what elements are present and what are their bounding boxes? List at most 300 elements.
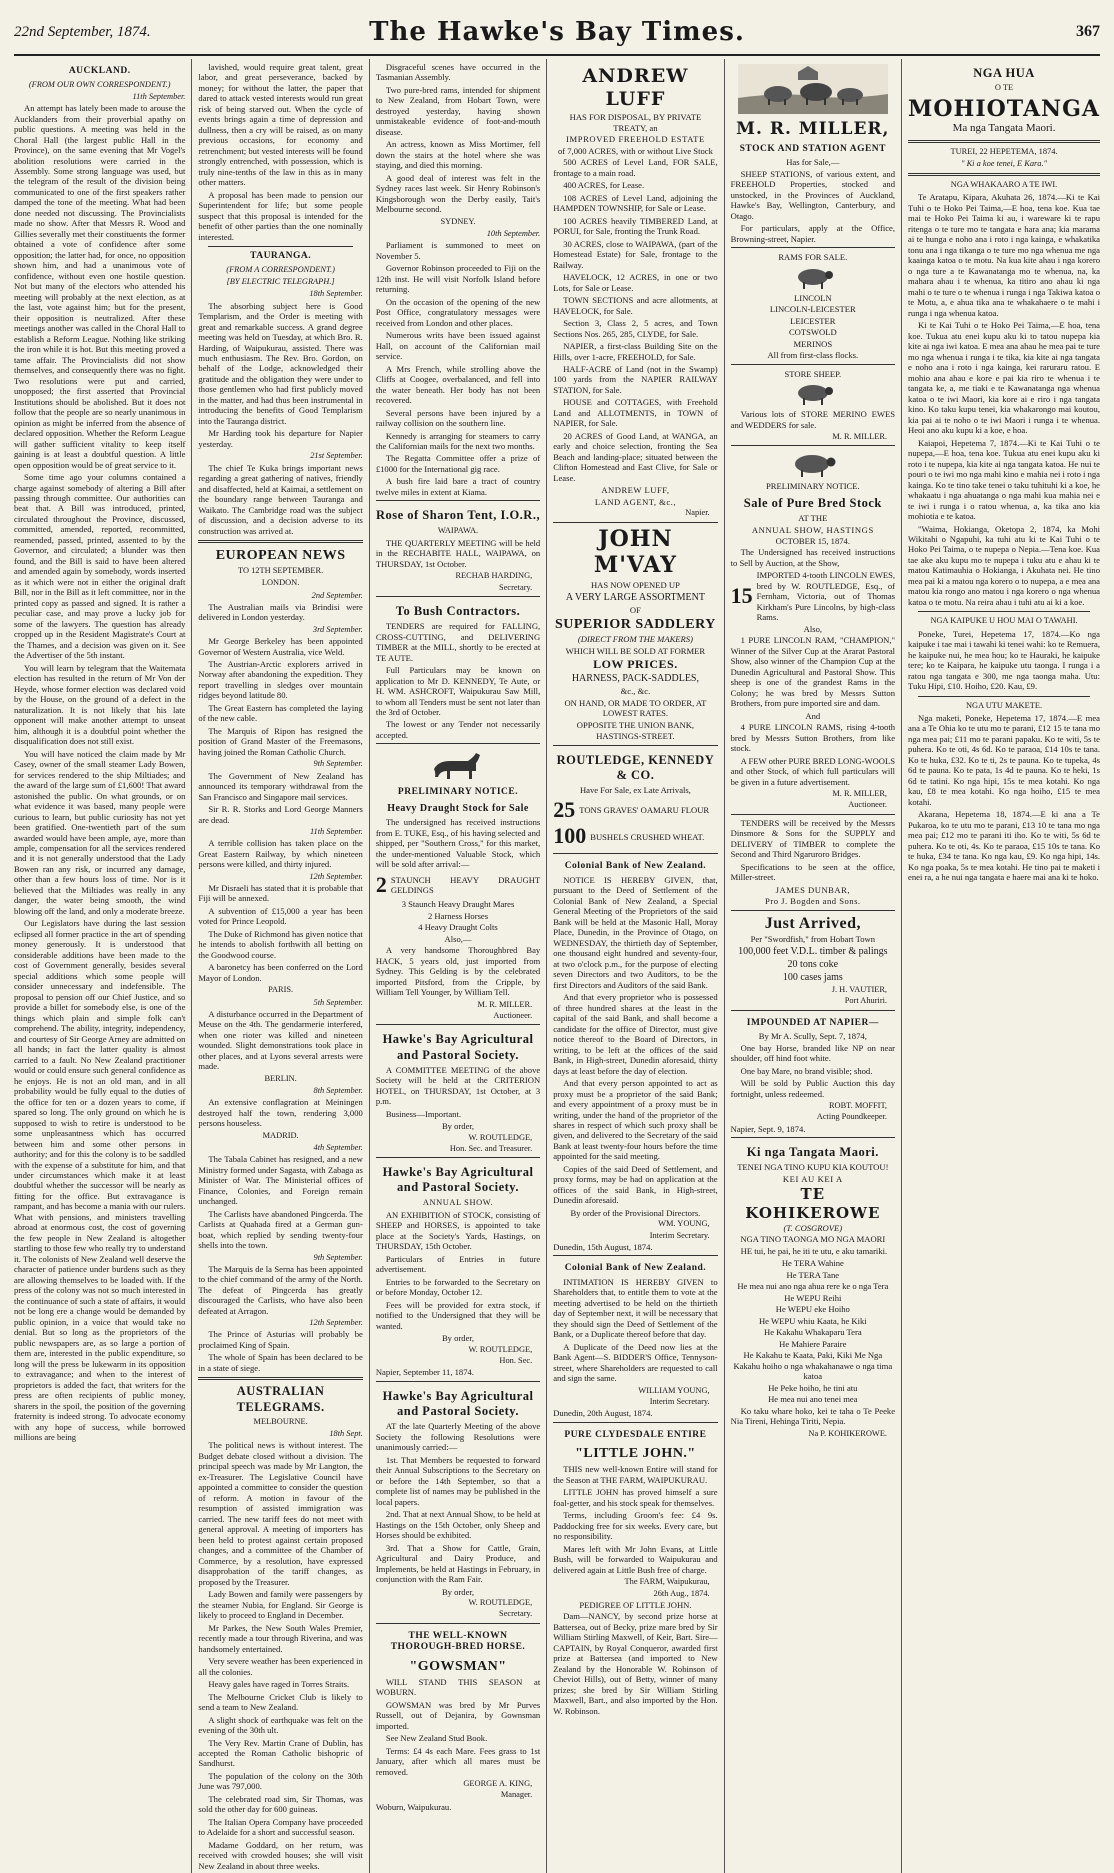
article-paragraph: Mr Harding took his departure for Napier yesterday. [198,428,363,449]
ad-text: See New Zealand Stud Book. [385,1733,488,1744]
ad-signature: W. ROUTLEDGE, [468,1598,533,1608]
berlin-items [198,1086,362,1129]
ad-text: Entries to be forwarded to the Secretary on or before Monday, October 12. [375,1276,541,1298]
bush-contractors-ad [376,596,540,741]
ad-heading: ANDREW LUFF [582,65,689,111]
impounded-ad [731,1010,895,1134]
ad-also: Also, [803,623,823,634]
paris-items [198,998,362,1072]
ad-line: A VERY LARGE ASSORTMENT [565,591,705,603]
goods-item: He Kakahu te Kaata, Paki, Kiki Me Nga Kakahu hoiho o nga whakahanawe o nga tima katoa [733,1350,893,1382]
little-john-ad [553,1422,717,1716]
ad-text: NOTICE IS HEREBY GIVEN, that, pursuant to the Deed of Settlement of the Colonial Bank of New Zealand, a Special General Meeting of the Proprietors of the said Bank will be held at the Masonic Hall, Moray Place, Dunedin, in the Province of Otago, on WEDNESDAY, the thirtieth day of September, one thousand eight hundred and seventy-four, at two o'clock p.m., for the purpose of electing seven Directors and two Auditors, to be the first Directors and Auditors of the said Bank. [553,874,718,990]
ad-dateline: Napier, September 11, 1874. [375,1367,474,1378]
ad-line: OCTOBER 15, 1874. [775,535,850,546]
ad-heading: RAMS FOR SALE. [778,252,848,263]
kohikerowe-ad [731,1137,895,1439]
ad-text: Dam—NANCY, by second prize horse at Battersea, out of Becky, prize mare bred by Sir William Stirling Maxwell, of Keir, Bart. Sire—CAPTAIN, by Royal Conqueror, awarded first prize at Battersea (and imported to New Zealand by the Honorable W. Robinson of Cheviot Hills), out of Betty, winner of many prizes; she bred by Sir William Stirling Maxwell, Bart., and also imported by the Hon. W. Robinson. [553,1611,718,1716]
article-paragraph: NAPIER, a first-class Building Site on the Hills, over 1-acre, FREEHOLD, for Sale. [553,341,718,362]
ad-dateline: Dunedin, 20th August, 1874. [553,1408,653,1419]
ad-signature-title: Port Ahuriri. [844,996,888,1006]
melbourne-heading: MELBOURNE. [253,1416,308,1426]
ad-number-line [553,797,717,824]
news-item: The Duke of Richmond has given notice that he intends to abolish forthwith all betting on the Goodwood course. [198,928,363,960]
ad-heading: Colonial Bank of New Zealand. [564,861,707,872]
maori-section-sub: Ma nga Tangata Maori. [952,122,1056,135]
ad-text: 2nd. That at next Annual Show, to be held at Hastings on the 15th October, only Sheep and Horses should be exhibited. [375,1509,541,1541]
news-item: A subvention of £15,000 a year has been voted for Prince Leopold. [198,905,363,927]
divider [908,173,1100,176]
european-news-sub: TO 12TH SEPTEMBER. [237,566,324,576]
article-paragraph: HAVELOCK, 12 ACRES, in one or two Lots, for Sale or Lease. [553,272,718,293]
ad-text: 1st. That Members be requested to forward their Annual Subscriptions to the Secretary on or before the 14th September, so that a complete list of names may be published in the local papers. [375,1454,541,1507]
ad-name: TE KOHIKEROWE [745,1185,881,1222]
news-item: The Tabala Cabinet has resigned, and a new Ministry formed under Sagasta, with Zabaga as Minister of War. The Ministerial offices of Finance, Colonies, and Foreign remain unchanged. [198,1154,363,1207]
ad-signature: W. ROUTLEDGE, [468,1344,533,1354]
hb-society-meeting-ad [376,1024,540,1154]
ad-heading: PRELIMINARY NOTICE. [765,481,860,492]
article-paragraph: Nga maketi, Poneke, Hepetema 17, 1874.—E mea ana a Te Ohia ko te utu mo te parani, £12 15 te tana mo nga mea pai; £11 mo te parani papaku. Ko te witi, 5s te puhera. Ko te oti, 4s 6d. Ko te paraoa, £14 10s te tana. Ko te huka, £32. Ko te ti, 2s te pauna. Ko te tupeka, 4s 6d te pauna. Ko te pata, 1s 4d te pauna. Ko te heki, 1s 6d te tatini. Ko nga hipi, 15s te mea kotahi. Ko nga kau, £8 te mea kotahi. Ko nga hoiho, £15 te mea kotahi. [908,712,1100,807]
ad-signature: M. R. MILLER. [477,999,533,1009]
maori-title-connector: O TE [994,83,1014,93]
ad-signature-title: Auctioneer. [848,800,888,810]
ad-sub: WAIPAWA. [437,525,479,535]
article-paragraph: Kennedy is arranging for steamers to carry the Californian mails for the next two months. [375,430,541,451]
goods-item: He Mahiere Paraire [779,1338,847,1349]
article-paragraph: TOWN SECTIONS and acre allotments, at HAVELOCK, for Sale. [553,295,718,316]
pedigree-heading: PEDIGREE OF LITTLE JOHN. [579,1599,692,1610]
article-paragraph: A slight shock of earthquake was felt on the evening of the 30th ult. [198,1714,363,1736]
ad-heading: IMPOUNDED AT NAPIER— [746,1017,879,1028]
ad-line: 20 tons coke [787,958,839,970]
goods-item: He Kakahu Whakaparu Tera [764,1327,862,1338]
ad-line: &c., &c. [620,686,651,697]
madrid-heading: MADRID. [262,1130,299,1140]
article-paragraph: Some time ago your columns contained a charge against somebody of altering a Bill after passing through committee. Our authorities can beat that. A Bill was introduced, printed, circulated throughout the Province, discussed, committed, amended, reported, recommitted, reamended, passed, printed, assented to by the Governor, and circulated; a blunder was then found, and the Bill is said to have been altered and amended again by somebody, words inserted as it which were not in either the original draft Bill, nor in the Bill as it left committee, nor in the printed copy as passed and signed. It is rather a peculiar case, and may prove a lucky job for some of the lawyers. The question has already cropped up in the Resident Magistrate's Court at the Thames, and a decision was given on it. See the Advertiser of the 5th instant. [14,472,186,661]
ad-heading: To Bush Contractors. [395,603,521,618]
article-paragraph: The Regatta Committee offer a prize of £1000 for the International gig race. [375,453,541,474]
ad-signature-title: Secretary. [499,1609,533,1619]
ad-line: NGA TINO TAONGA MO NGA MAORI [740,1234,886,1245]
miller-agent-ad [731,116,895,244]
ad-line: IMPROVED FREEHOLD ESTATE [566,134,705,145]
article-paragraph: An attempt has lately been made to arouse the Aucklanders from their proverbial apathy on public questions. A meeting was held in the Choral Hall (the largest public Hall in the Province), on the same evening that Mr Vogel's abolition resolutions were carried in the Assembly. Some strong language was used, but the telegram of the result of the division being communicated to one of the first speakers rather damped the tone of the meeting. What had been done needed not discussing. The Provincialists made no show. After that Messrs R. Wood and Gillies severally met their constituents the former obtained a vote of confidence after some opposition; the latter had, for once, no opposition shown him, and had a unanimous vote of confidence, without even one hostile question. Not but many of the electors who attended his meeting will probably at the next election, as at the last, vote against him; but for the present, their opposition is neutralized. After these meetings another was called in the Choral Hall to establish a Reform League. Nothing like striking the iron while it is hot. But this meeting proved a tame affair. The Provincialists did not show themselves, and consequently there was no fight. Two resolutions were put and carried, unopposed; the first asserted that Provincial Institutions should be abolished. But it does not follow that the people are so nearly unanimous in opinion as might be inferred from the absence of declared opposition. Whether the Reform League will gather sufficient vitality to keep itself gaining is at least a doubtful question. A little open opposition would be of great service to it. [14,103,186,470]
maori-motto: " Ki a koe tenei, E Kara." [960,158,1048,168]
maori-paragraphs [908,192,1100,607]
ad-text: For particulars, apply at the Office, Browning-street, Napier. [730,223,896,244]
news-item: The Australian mails via Brindisi were delivered in London yesterday. [198,601,363,623]
ad-line: Have For Sale, ex Late Arrivals, [579,785,691,796]
ad-line: OPPOSITE THE UNION BANK, [576,719,695,730]
store-sheep-ad [731,364,895,443]
gowsman-ad [376,1623,540,1813]
ad-heading: JOHN M'VAY [593,525,677,579]
ram-breed-item: LINCOLN-LEICESTER [769,304,856,315]
ad-text: WILL STAND THIS SEASON at WOBURN. [375,1676,541,1698]
ad-text: Various lots of STORE MERINO EWES and WEDDERS for sale. [730,409,896,430]
article-paragraph: Mr Parkes, the New South Wales Premier, recently made a tour through Riverina, and was handsomely entertained. [198,1622,363,1654]
news-item: A baronetcy has been conferred on the Lord Mayor of London. [198,962,363,983]
columns [14,59,1100,1871]
ad-number-text: STAUNCH HEAVY DRAUGHT GELDINGS [390,874,541,896]
news-dateline: 12th September. [309,1318,363,1328]
sheep-icon [788,452,838,478]
ad-text: A Duplicate of the Deed now lies at the Bank Agent—S. BIDDER'S Office, Tennyson-street, where Shareholders are requested to call and sign the same. [553,1341,718,1384]
ad-line: 100,000 feet V.D.L. timber & palings [738,945,888,957]
tauranga-telegraph: [BY ELECTRIC TELEGRAPH.] [226,277,335,287]
article-paragraph: 400 ACRES, for Lease. [563,180,645,191]
article-paragraph: An actress, known as Miss Mortimer, fell down the stairs at the hotel where she was staying, and died this morning. [375,139,541,171]
tasmania-paragraphs [376,62,540,215]
article-paragraph: Very severe weather has been experienced in all the colonies. [198,1656,363,1677]
ad-line: By Mr A. Scully, Sept. 7, 1874, [758,1031,867,1042]
ad-text: 4 PURE LINCOLN RAMS, rising 4-tooth bred by Messrs Sutton Brothers, from like stock. [730,722,896,754]
hb-annual-show-ad [376,1157,540,1378]
article-paragraph: Several persons have been injured by a railway collision on the southern line. [375,407,541,429]
article-paragraph: 500 ACRES of Level Land, FOR SALE, frontage to a main road. [553,157,718,178]
ad-sub: Heavy Draught Stock for Sale [387,803,529,815]
divider [918,696,1090,697]
ad-line: HASTINGS-STREET. [596,731,675,742]
ad-line: 100 cases jams [782,971,843,983]
ad-by-order: By order, [441,1333,475,1344]
ad-and: And [805,710,821,721]
goods-item: He TERA Tane [786,1269,840,1280]
colonial-bank-notice-ad [553,853,717,1252]
ad-line-large: SUPERIOR SADDLERY [554,617,716,633]
ad-also: Also,— [444,933,472,944]
ad-number-text: TONS GRAVES' OAMARU FLOUR [579,804,710,815]
ad-signature-title: Acting Poundkeeper. [816,1112,888,1122]
ad-signature-title: Secretary. [499,582,533,592]
ad-sub: STOCK AND STATION AGENT [739,143,887,154]
goods-item: He mea nui ano nga ahua rere ke o nga Tera [737,1281,889,1292]
horse-engraving-icon [428,749,488,783]
rams-list [731,293,895,349]
ad-number-line [731,570,895,622]
ad-line: Per "Swordfish," from Hobart Town [750,934,876,945]
ad-signature: The FARM, Waipukurau, [624,1577,710,1587]
property-list [553,157,717,483]
article-paragraph: 20 ACRES of Good Land, at WANGA, an early and choice selection, fronting the Sea Beach and landing-place; situated between the Clifton Homestead and East Clive, for Sale or Lease. [553,430,718,483]
ad-line: (T. COSGROVE) [783,1222,843,1233]
news-dateline: 4th September. [313,1142,363,1152]
ad-text: HE tui, he pai, he iti te utu, e aku tamariki. [740,1245,888,1256]
australian-paragraphs [198,1440,362,1871]
ad-line: WHICH WILL BE SOLD AT FORMER [565,645,706,656]
column-1 [14,59,191,1873]
article-paragraph: Section 3, Class 2, 5 acres, and Town Sections Nos. 265, 285, CLYDE, for Sale. [553,318,718,339]
ad-text: Full Particulars may be known on application to Mr D. KENNEDY, Te Aute, or H. WM. ASHCROFT, Waipukurau Saw Mill, to whom all Tenders must be sent not later than the 3rd of October. [375,665,541,717]
news-item: The Austrian-Arctic explorers arrived in Norway after abandoning the expedition. They report travelling in sledges over mountain ridges beyond latitude 80. [198,659,363,701]
ad-signature-place: Napier. [685,508,710,518]
news-item: Mr Disraeli has stated that it is probable that Fiji will be annexed. [198,882,363,904]
auckland-byline: (FROM OUR OWN CORRESPONDENT.) [28,79,171,89]
maori-date: TUREI, 22 HEPETEMA, 1874. [950,146,1058,156]
market-heading: NGA UTU MAKETE. [965,700,1043,710]
news-item: Mr George Berkeley has been appointed Governor of Western Australia, vice Weld. [198,636,363,657]
ad-signature: GEORGE A. KING, [463,1779,533,1789]
news-item: A disturbance occurred in the Department of Meuse on the 4th. The gendarmerie interfered, when one rioter was killed and nineteen wounded. Slight demonstrations took place in other places, and at Lyons several arrests were made. [198,1008,363,1072]
article-paragraph: The chief Te Kuka brings important news regarding a great gathering of natives, friendly and disaffected, held at Kaimai, a settlement on the boundary range between Tauranga and Waikato. The Cambridge road was the subject of discussion, and a decision adverse to its construction was arrived at. [198,462,363,536]
hb-resolutions-ad [376,1381,540,1620]
article-paragraph: Te Aratapu, Kipara, Akuhata 26, 1874.—Ki te Kai Tuhi o te Hoko Pei Taima,—E hoa, tena koe. Kua tae mai te Hoko Pei Taima ki au, i wareware ki te rapu ritenga o te ture mo te tangata e hara ana; kia marama ai te hunga e noho ana i roto i nga kainga, e whakatika tonu ana i nga tikanga o te ture mo nga whenua me nga kaainga katoa o te motu. Na kua kite ahau i nga korero o nga ture a te Kawanatanga mo te whenua, na, ka mahara ahau i te whenua, ka titiro ano ahau ki nga mahi o te ture o te whenua i runga i nga Takiwa katoa o te Motu, a, e ahua tika ana te whakahaere o te mahi i runga i nga whenua katoa. [908,192,1100,318]
article-paragraph: The celebrated road sim, Sir Thomas, was sold the other day for 600 guineas. [198,1793,363,1815]
ad-text: THIS new well-known Entire will stand for the Season at THE FARM, WAIPUKURAU. [553,1464,718,1485]
ad-heading: Hawke's Bay Agricultural and Pastoral Society. [382,1388,534,1419]
article-paragraph: The Very Rev. Martin Crane of Dublin, has accepted the Roman Catholic bishopric of Sandhurst. [198,1737,363,1769]
goods-item: He mea nui ano tenei mea [768,1394,858,1405]
goods-item: He Peke hoiho, he tini atu [768,1382,858,1393]
ad-heading: Just Arrived, [764,914,861,932]
article-paragraph: Parliament is summoned to meet on November 5. [375,240,541,261]
ad-signature: ANDREW LUFF, [601,485,670,496]
article-paragraph: You will learn by telegram that the Waitemata election has resulted in the return of Mr Von der Heyde, whose former election was declared void by the House, on the ground of a defect in the naturalization. It is not likely that his late opponent will make another attempt to unseat him, although it is a doubtful point whether the disqualification does not still exist. [14,662,186,747]
ad-text: A COMMITTEE MEETING of the above Society will be held at the CRITERION HOTEL, on THURSDAY, 1st October, at 3 p.m. [375,1064,541,1107]
australian-telegrams-heading: AUSTRALIAN TELEGRAMS. [236,1384,325,1414]
ad-sub: Sale of Pure Bred Stock [743,495,882,510]
ad-signature-title: Auctioneer. [493,1011,533,1021]
column-2 [191,59,368,1873]
tauranga-heading: TAURANGA. [250,251,312,262]
divider [908,140,1100,143]
article-paragraph: 30 ACRES, close to WAIPAWA, (part of the Homestead Estate) for Sale, frontage to the Railway. [553,238,718,270]
ad-dateline: Woburn, Waipukurau. [375,1801,452,1812]
page-number: 367 [1075,23,1100,40]
article-paragraph: The absorbing subject here is Good Templarism, and the Order is meeting with great and remarkable success. A grand degree meeting was held on Tuesday, at which Bro. R. Harding, of Waipukurau, assisted. There was much enthusiasm. The Rev. Bro. Gordon, on behalf of the Lodge, acknowledged their gratitude and the obligation they were under to those gentlemen who had first publicly moved in the matter, and had thus been instrumental in introducing the benefits of Good Templarism into the Tauranga district. [198,300,363,426]
ad-number-text: IMPORTED 4-tooth LINCOLN EWES, bred by W. ROUTLEDGE, Esq., of Fernham, Victoria, out of Thomas Kirkham's Pure Lincolns, by high-class Rams. [756,570,896,623]
ad-signature: W. ROUTLEDGE, [468,1132,533,1142]
ad-text: Fees will be provided for extra stock, if notified to the Undersigned that they will be wanted. [375,1299,541,1331]
ad-signature-title: Pro J. Bogden and Sons. [765,896,861,907]
ad-dateline: Dunedin, 15th August, 1874. [553,1241,653,1252]
ad-text: TENDERS are required for FALLING, CROSS-CUTTING, and DELIVERING TIMBER at the MILL, shortly to be erected at TE AUTE. [375,621,541,663]
sheep-icon [791,382,835,406]
ad-line: HARNESS, PACK-SADDLES, [571,673,699,685]
tauranga-dateline-2: 21st September. [310,451,363,461]
john-mvay-ad [553,522,717,742]
ad-text: LITTLE JOHN has proved himself a sure foal-getter, and his stock speak for themselves. [553,1487,718,1508]
ad-number: 15 [730,583,753,609]
ad-heading: ROUTLEDGE, KENNEDY & CO. [556,752,715,782]
ad-line: HAS FOR DISPOSAL, BY PRIVATE TREATY, an [569,112,702,133]
ad-text: Terms, including Groom's fee: £4 9s. Paddocking free for six weeks. Every care, but no responsibility. [553,1510,718,1542]
ad-text: Terms: £4 4s each Mare. Fees grass to 1st January, after which all mares must be removed. [375,1745,541,1777]
article-paragraph: A Mrs French, while strolling above the Cliffs at Coogee, overbalanced, and fell into the water beneath. Her body has not been recovered. [375,363,541,406]
maori-section-heading: NGA WHAKAARO A TE IWI. [950,180,1058,190]
ad-by-order: By order, [441,1121,475,1132]
ad-signature: M. R. MILLER. [832,432,888,442]
news-item: The Prince of Asturias will probably be proclaimed King of Spain. [198,1329,363,1350]
ad-by-order: By order of the Provisional Directors. [570,1207,701,1218]
ad-text: And that every proprietor who is possessed of three hundred shares at the least in the capital of the said Bank, and shall become a candidate for the office of Director, must give notice thereof to the Board of Directors, in writing, to be left at the offices of the said Bank, in High-street, Dunedin aforesaid, thirty days at least before the day of election. [553,992,718,1076]
goods-list [731,1258,895,1404]
ad-line: of 7,000 ACRES, with or without Live Stock [557,145,713,156]
issue-date: 22nd September, 1874. [14,23,151,40]
ad-heading: PRELIMINARY NOTICE. [397,787,519,798]
ad-heading: THE WELL-KNOWN THOROUGH-BRED HORSE. [390,1630,526,1653]
ad-by-order: By order, [441,1586,475,1597]
article-paragraph: A good deal of interest was felt in the Sydney races last week. Sir Henry Robinson's Kingsborough won the Derby easily, Tait's Melbourne second. [375,172,541,215]
ad-heading: PURE CLYDESDALE ENTIRE [564,1429,707,1440]
ad-text: AT the late Quarterly Meeting of the above Society the following Resolutions were unanimously carried:— [375,1421,541,1453]
article-paragraph: The Melbourne Cricket Club is likely to send a team to New Zealand. [198,1691,363,1713]
stock-list [376,899,540,932]
ad-signature-title: LAND AGENT, &c., [594,496,676,507]
sydney-heading: SYDNEY. [440,216,476,226]
routledge-kennedy-ad [553,745,717,851]
column-3 [369,59,546,1873]
maori-title-small: NGA HUA [973,66,1035,80]
auckland-heading: AUCKLAND. [68,66,131,76]
melbourne-dateline: 18th Sept. [329,1429,363,1439]
ram-breed-item: LEICESTER [790,315,836,326]
horse-name: "LITTLE JOHN." [575,1446,696,1462]
ram-breed-item: COTSWOLD [788,327,837,338]
news-dateline: 2nd September. [311,590,363,600]
timber-tenders-ad [731,814,895,907]
ram-breed-item: LINCOLN [793,292,832,303]
news-item: The Marquis of Ripon has resigned the position of Grand Master of the Freemasons, having joined the Roman Catholic Church. [198,725,363,757]
article-paragraph: On the occasion of the opening of the new Post Office, congratulatory messages were received from London and other places. [375,296,541,328]
ad-text: The lowest or any Tender not necessarily accepted. [375,719,541,740]
ad-line: ANNUAL SHOW, HASTINGS [751,524,874,535]
article-paragraph: Ki te Kai Tuhi o te Hoko Pei Taima,—E hoa, tena koe. Tukua atu enei kupu aku ki to tatou nupepa kia kite ai nga iwi katoa. E mea ana ahau he mea pai te ture mo nga whenua i runga i te tika, kia kite ai nga tangata e noho ana i roto i nga kainga, kei raruraru ratou. E mohio ana ahau e kore e pai kia riro te whenua i te tangata ke, a, me tiaki e te Kawanatanga nga whenua katoa o te iwi Maori, kia kore ai e riro i nga tangata kino. Ko taku kupu tenei, kia whakarongo mai koutou, kia pai ai te noho o te iwi Maori i runga i te whenua. Heoi ano aku kupu ki a koe, e hoa. [908,320,1100,436]
ad-line-large: LOW PRICES. [593,657,678,672]
ships-heading: NGA KAIPUKE U HOU MAI O TAWAHI. [930,616,1078,626]
ad-signature: ROBT. MOFFIT, [828,1101,888,1111]
article-paragraph: Poneke, Turei, Hepetema 17, 1874.—Ko nga kaipuke i tae mai i tawahi ki tenei wahi: ko te Remuera, he kaipuke nui, he mea hou; ko te Hauraki, he kaipuke tere; ko te Kaipara, he kaipuke utu taonga. I runga i a ratou nga tangata e 300, me nga taonga maha. Utu: Tuku Hipi, £10. Hoiho, £20. Kau, £9. [908,628,1100,692]
ad-text: SHEEP STATIONS, of various extent, and FREEHOLD Properties, stocked and unstocked, in the Provinces of Auckland, Hawke's Bay, Wellington, Canterbury, and Otago. [730,168,896,221]
ad-text: One bay Horse, branded like NP on near shoulder, off hind foot white. [730,1042,896,1064]
news-dateline: 5th September. [313,997,363,1007]
divider [198,1377,362,1380]
sydney-dateline: 10th September. [486,229,541,239]
ad-signature-title: Interim Secretary. [649,1230,710,1240]
maori-section-title: MOHIOTANGA [908,95,1100,122]
ad-text: A FEW other PURE BRED LONG-WOOLS and other Stock, of which full particulars will be given in a future advertisement. [730,755,896,787]
ad-heading: Hawke's Bay Agricultural and Pastoral Society. [382,1165,534,1195]
news-item: Sir R. R. Storks and Lord George Manners are dead. [198,804,363,825]
column-4 [546,59,723,1873]
ad-signature-title: Manager. [500,1790,533,1800]
ad-signature: WILLIAM YOUNG, [638,1385,710,1395]
tauranga-byline: (FROM A CORRESPONDENT.) [226,264,335,274]
ad-signature: M. R. MILLER, [832,789,888,799]
ad-text: 3rd. That a Show for Cattle, Grain, Agricultural and Dairy Produce, and Implements, be held at Hastings in February, in conjunction with the Ram Fair. [375,1542,541,1585]
stock-list-item: 2 Harness Horses [427,910,489,921]
news-item: The Carlists have abandoned Pingcerda. The Carlists at Quahada fired at a German gun-boat, which replied by sending twenty-four shells into the town. [198,1208,363,1251]
ad-signature-title: Hon. Sec. [499,1356,533,1366]
article-paragraph: 100 ACRES heavily TIMBERED Land, at PORUI, for Sale, fronting the Trunk Road. [553,215,718,237]
ram-breed-item: MERINOS [793,338,833,349]
colonial-bank-intimation-ad [553,1255,717,1418]
stock-list-item: 4 Heavy Draught Colts [418,922,498,933]
ad-text: A very handsome Thoroughbred Bay HACK, 5 years old, just imported from Sydney. This Gelding is by the celebrated imported Pitsford, from the Cripple, by William Tell Younger, by William Tell. [375,945,541,998]
article-paragraph: Numerous writs have been issued against Hall, on account of the Californian mail service. [375,330,541,362]
article-paragraph: Our Legislators have during the last session eclipsed all former practice in the art of spending money generously. It is understood that considerable additions have been made to the cost of Government generally, besides several special additions which some people will consider unnecessary and indefensible. The proposal to pension off our Chief Justice, and so provide a billet for somebody else, is one of the things which plain and simple folk can't comprehend. The ability, integrity, independency, and courtesy of Sir George Arney are admitted on all hands; in fact the latter quality is almost carried to a fault. No New Zealand practitioner would or could ensure such general confidence as he enjoys. He is not an old man, and in all probability would be fully equal to the duties of the office for ten or a dozen years to come, if spared so long. The only ground on which he is supposed to wish to retire is understood to be some unpleasantness which has occurred between him and some other persons in authority; and for this the colony is to be saddled with the expense of a substitute for him, and that under circumstances which make it at least doubtful whether the successor will be nearly as fitting for the office. But extravagance is rampant, and has become a mania with our rulers. What with pensions, and ministers travelling abroad at enormous cost, the cost of governing the few people in New Zealand is altogether startling to those few who really try to understand it. The colonists of New Zealand well deserve the character of patience under burdens such as they are allowing themselves to be loaded with. If the press of the colony was not so much interested in the continuance of such a state of affairs, it would not be long ere a change would be demanded by public opinion, in a voice that would take no denial. But so long as the proprietors of the public newspapers are, as so large a portion of them are, interested in the public expenditure, so long will the press be lukewarm in its opposition to extravagance; and when to the interest of proprietors is added the fact, that writers for the press are often recipients of public money, sharers in the spoil, the position of the governing fraternity is indeed strong. To advocate economy with any hope of success, while borrowed millions are being [14,918,186,1443]
article-paragraph: A proposal has been made to pension our Superintendent for life; but some people suspect that this proposal is intended for the benefit of other parties than the one nominally interested. [198,189,363,242]
berlin-heading: BERLIN. [264,1073,297,1083]
article-paragraph: The Italian Opera Company have proceeded to Adelaide for a short and successful season. [198,1816,363,1838]
ad-text: AN EXHIBITION of STOCK, consisting of SHEEP and HORSES, is appointed to take place at the Society's Yards, Hastings, on THURSDAY, 15th October. [375,1209,541,1252]
article-paragraph: lavished, would require great talent, great labor, and great perseverance, backed by money; for without the latter, the paper that dared to attack vested interests would run great risk of being starved out. When the cycle of events brings again a time of depression and dullness, then a cry will be raised, as on many previous occasions, for economy and retrenchment; but vested interests will be found strongly entrenched, with possession, which is truly nine-tenths of the law in this as in many other matters. [198,62,363,188]
article-paragraph: HALF-ACRE of Land (not in the Swamp) 100 yards from the NAPIER RAILWAY STATION, for Sale. [553,364,718,395]
stock-list-item: 3 Staunch Heavy Draught Mares [401,899,515,910]
ad-signature: RECHAB HARDING, [455,571,533,581]
paris-heading: PARIS. [268,985,294,995]
article-paragraph: Madame Goddard, on her return, was received with crowded houses; she will visit New Zealand in about three weeks. [198,1839,363,1871]
masthead [14,10,1100,56]
ad-dateline: Napier, Sept. 9, 1874. [730,1123,806,1134]
ad-text: GOWSMAN was bred by Mr Purves Russell, out of Dejanira, by Gownsman imported. [375,1699,541,1731]
article-paragraph: Kaiapoi, Hepetema 7, 1874.—Ki te Kai Tuhi o te nupepa,—E hoa, tena koe. Tukua atu enei kupu aku ki roto i te nupepa, kia kite ai nga tangata katoa. He nui te pouri o te iwi mo nga mahi kino e mahia nei i roto i nga kainga. Ko te tino take tenei o taku tuhituhi ki a koe, he whakaatu i nga ahuatanga o nga mahi kua mahia nei e te iwi i runga i o ratou whenua, a, ka tika ano kia mohiotia e te katoa. [908,437,1100,522]
divider [208,246,352,247]
ad-text: Business—Important. [385,1108,462,1119]
ad-signature: WM. YOUNG, [658,1219,710,1229]
ad-signature: J. H. VAUTIER, [831,985,888,995]
ad-line: KEI AU KEI A [782,1173,843,1184]
rams-for-sale-ad [731,247,895,360]
ad-heading: Colonial Bank of New Zealand. [564,1263,707,1274]
article-paragraph: Two pure-bred rams, intended for shipment to New Zealand, from Hobart Town, were destroyed yesterday, having shown unmistakeable evidence of foot-and-mouth disease. [375,84,541,137]
sheep-station-engraving-icon [738,64,888,114]
news-item: The Marquis de la Serna has been appointed to the chief command of the army of the North. The defeat of Pingcerda has greatly discouraged the Carlists, who have also been defeated at Arragon. [198,1263,363,1316]
ad-text: The Undersigned has received instructions to Sell by Auction, at the Show, [730,547,896,568]
news-item: The Great Eastern has completed the laying of the new cable. [198,702,363,724]
ad-heading: STORE SHEEP. [784,368,842,379]
article-paragraph: Lady Bowen and family were passengers by the steamer Nubia, for England. Sir George is likely to proceed to England in December. [198,1589,363,1621]
goods-item: He WEPU whiu Kaata, he Kiki [758,1315,867,1326]
news-item: The Government of New Zealand has announced its temporary withdrawal from the San Francisco and Singapore mail services. [198,770,363,802]
ad-line: All from first-class flocks. [767,350,859,361]
ad-number: 2 [375,871,387,897]
article-paragraph: A bush fire laid bare a tract of country twelve miles in extent at Kiama. [375,476,541,497]
ad-number: 100 [553,823,587,849]
ad-heading: M. R. MILLER, [736,119,890,139]
london-heading: LONDON. [261,578,300,588]
sheep-icon [791,266,835,290]
ad-line: OF [629,604,641,615]
article-paragraph: Disgraceful scenes have occurred in the Tasmanian Assembly. [375,62,541,83]
ad-text: THE QUARTERLY MEETING will be held in the RECHABITE HALL, WAIPAWA, on THURSDAY, 1st October. [375,537,541,569]
ad-number-text: BUSHELS CRUSHED WHEAT. [590,831,705,842]
ad-text: Will be sold by Public Auction this day fortnight, unless redeemed. [730,1078,896,1099]
ad-text: INTIMATION IS HEREBY GIVEN to Shareholders that, to entitle them to vote at the meeting advertised to be held on the thirtieth day of September next, it will be necessary that they should sign the Deed of Settlement of the Bank, or a Duplicate thereof before that day. [553,1276,718,1340]
article-paragraph: 108 ACRES of Level Land, adjoining the HAMPDEN TOWNSHIP, for Sale or Lease. [553,192,718,214]
rose-of-sharon-ad [376,500,540,592]
news-dateline: 12th September. [309,871,363,881]
ad-number-line [376,872,540,899]
news-item: A terrible collision has taken place on the Great Eastern Railway, by which nineteen persons were killed, and thirty injured. [198,838,363,870]
article-paragraph: Governor Robinson proceeded to Fiji on the 12th inst. He will visit Norfolk Island before returning. [375,263,541,295]
ad-line: TENEI NGA TINO KUPU KIA KOUTOU! [737,1162,889,1173]
divider [198,540,362,543]
goods-item: He WEPU Reihi [784,1292,842,1303]
article-paragraph: The political news is without interest. The Budget debate closed without a division. The principal speech was made by Mr Langton, the ex-Treasurer. The Legislative Council have appointed a committee to consider the question of reform. A motion in favour of the resumption of assisted immigration was carried. The new tariff fees do not meet with general approval. A meeting of importers has been held to protest against certain proposed changes, and a committee of the Chamber of Commerce, by a resolution, have expressed disapprobation of the tariff changes, as proposed by the Treasurer. [198,1440,363,1587]
ad-text: Copies of the said Deed of Settlement, and proxy forms, may be had on application at the offices of the said Bank, in High-street, Dunedin aforesaid. [553,1163,718,1206]
article-paragraph: "Waima, Hokianga, Oketopa 2, 1874, ka Mohi Wikitahi o Ngapuhi, ka tuhi atu ki te Kai Tuhi o te Hoko Pei Taima, o te nupepa o Nepia.—Tena koe. Kua tae ake aku kupu mo te nupepa i tuku atu e ahau ki te matou Katimauhia o Hokianga, i Akuhata nei. He tino mea pai ki a matou nga korero o to nupepa, a e mea ana matou kia rongo ano matou i nga korero o nga whenua katoa o te motu. Na reira ahau i tuhi atu ai ki a koe. [908,523,1100,607]
madrid-items [198,1143,362,1373]
ad-text: Particulars of Entries in future advertisement. [375,1253,541,1275]
goods-item: He WEPU eke Hoiho [775,1304,850,1315]
pure-bred-stock-ad [731,445,895,810]
ad-sub: ANNUAL SHOW. [422,1197,494,1207]
andrew-luff-ad [553,62,717,519]
article-paragraph: You will have noticed the claim made by Mr Casey, owner of the small steamer Lady Bowen, for services rendered to the ship Miltiades; and the award of the large sum of £1,600! That award astonished the public. On what grounds, or on what evidence it was based, many people were curious to learn, but public curiosity has not yet been gratified. One-twentieth part of the sum awarded would have been ample, aye, more than ample, compensation for all the services rendered and it is not generally understood that the Lady Bowen ran any risk, or incurred any damage, other than a few hours loss of time. Nor is it believed that the Miltiades was really in any danger, the water being smooth, the wind blowing off the land, and only a moderate breeze. [14,748,186,916]
ad-text: TENDERS will be received by the Messrs Dinsmore & Sons for the SUPPLY and DELIVERY of TIMBER to complete the Second and Third Ngaruroro Bridges. [730,817,896,860]
article-paragraph: Akarana, Hepetema 18, 1874.—E ki ana a Te Pukaroa, ko te utu mo te parani, £13 10 te tana mo nga mea pai; £12 mo te parani iti iho. Ko te witi, 5s 6d te puhera. Ko te oti, 4s. Ko te paraoa, £15 10s te tana. Ko te huka, £34 te tana. Ko nga kau, £9. Ko nga hipi, 14s. Ko nga poaka, 5s te mea kotahi. He tino pai te maketi i enei ra, a he nui nga tangata e haere mai ana ki te hoko. [908,809,1100,883]
